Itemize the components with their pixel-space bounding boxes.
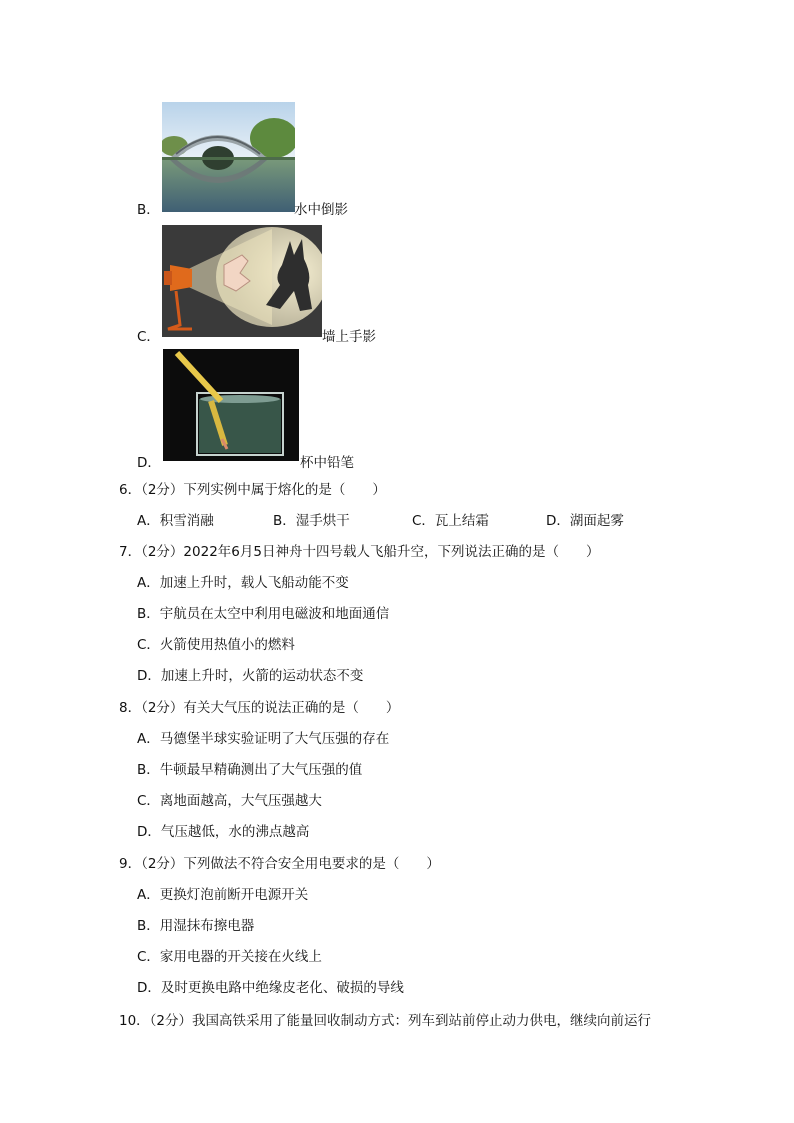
pencil-in-cup-image — [163, 349, 299, 461]
question-9-option-b: B．用湿抹布擦电器 — [137, 918, 255, 934]
question-6-option-a: A．积雪消融 — [137, 513, 214, 529]
option-d-caption: 杯中铅笔 — [300, 455, 354, 471]
option-b-caption: 水中倒影 — [294, 202, 348, 218]
question-7-option-d: D．加速上升时，火箭的运动状态不变 — [137, 668, 364, 684]
question-9-option-a: A．更换灯泡前断开电源开关 — [137, 887, 309, 903]
option-b-letter: B． — [137, 202, 160, 218]
question-8-option-b: B．牛顿最早精确测出了大气压强的值 — [137, 762, 363, 778]
question-8-stem: 8．（2分）有关大气压的说法正确的是（ ） — [119, 700, 400, 716]
option-c-caption: 墙上手影 — [322, 329, 376, 345]
hand-shadow-image — [162, 225, 322, 337]
question-6-option-d: D．湖面起雾 — [546, 513, 624, 529]
question-9-option-c: C．家用电器的开关接在火线上 — [137, 949, 322, 965]
bridge-reflection-image — [162, 102, 295, 212]
question-8-option-c: C．离地面越高，大气压强越大 — [137, 793, 322, 809]
question-6-option-c: C．瓦上结霜 — [412, 513, 489, 529]
question-7-stem: 7．（2分）2022年6月5日神舟十四号载人飞船升空，下列说法正确的是（ ） — [119, 544, 600, 560]
question-7-option-b: B．宇航员在太空中利用电磁波和地面通信 — [137, 606, 390, 622]
question-10-stem: 10．（2分）我国高铁采用了能量回收制动方式：列车到站前停止动力供电，继续向前运行 — [119, 1013, 652, 1029]
option-c-letter: C． — [137, 329, 160, 345]
question-6-option-b: B．湿手烘干 — [273, 513, 350, 529]
question-7-option-a: A．加速上升时，载人飞船动能不变 — [137, 575, 349, 591]
question-9-stem: 9．（2分）下列做法不符合安全用电要求的是（ ） — [119, 856, 440, 872]
question-8-option-a: A．马德堡半球实验证明了大气压强的存在 — [137, 731, 390, 747]
question-8-option-d: D．气压越低，水的沸点越高 — [137, 824, 310, 840]
option-d-letter: D． — [137, 455, 161, 471]
question-6-stem: 6．（2分）下列实例中属于熔化的是（ ） — [119, 482, 386, 498]
question-9-option-d: D．及时更换电路中绝缘皮老化、破损的导线 — [137, 980, 404, 996]
question-7-option-c: C．火箭使用热值小的燃料 — [137, 637, 295, 653]
